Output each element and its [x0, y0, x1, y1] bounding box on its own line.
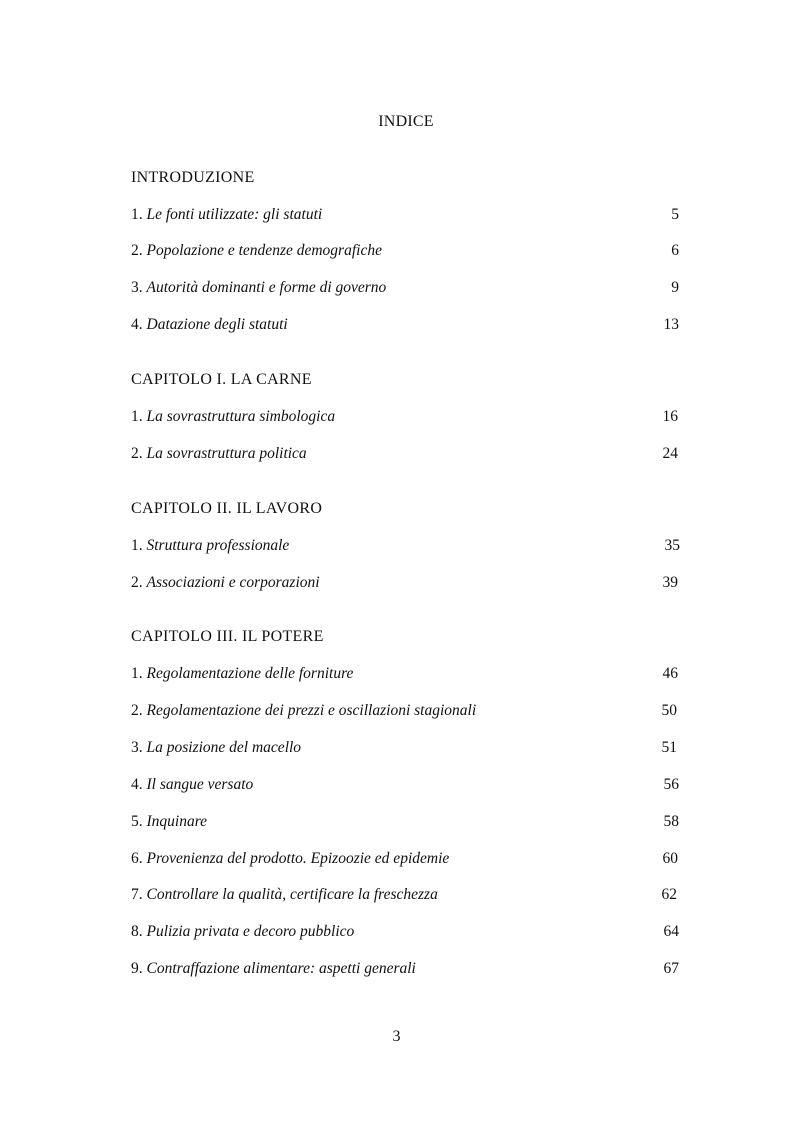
- toc-entry[interactable]: [131, 206, 679, 228]
- entry-title: La sovrastruttura politica: [146, 445, 307, 462]
- page-title: INDICE: [378, 113, 434, 130]
- entry-title: Contraffazione alimentare: aspetti generali: [146, 960, 416, 977]
- entry-number: 8.: [131, 923, 147, 940]
- entry-title: Pulizia privata e decoro pubblico: [146, 923, 355, 940]
- entry-title: Controllare la qualità, certificare la freschezza: [146, 886, 438, 903]
- entry-number: 1.: [131, 665, 147, 682]
- entry-number: 1.: [131, 408, 147, 425]
- toc-entry[interactable]: [131, 739, 679, 761]
- entry-title: La sovrastruttura simbologica: [146, 408, 336, 425]
- entry-page: 58: [663, 813, 679, 830]
- toc-entry[interactable]: [131, 960, 679, 982]
- toc-entry[interactable]: [131, 279, 679, 301]
- entry-title: Inquinare: [146, 813, 208, 830]
- entry-page: 60: [662, 850, 678, 867]
- page-number: 3: [392, 1028, 401, 1045]
- entry-page: 13: [663, 316, 679, 333]
- section-heading-capitolo-ii: CAPITOLO II. IL LAVORO: [131, 500, 323, 517]
- entry-page: 46: [662, 665, 678, 682]
- toc-entry[interactable]: [131, 813, 679, 835]
- entry-page: 9: [671, 279, 679, 296]
- entry-number: 2.: [131, 242, 147, 259]
- entry-number: 4.: [131, 776, 147, 793]
- entry-page: 39: [662, 574, 678, 591]
- entry-page: 50: [661, 702, 677, 719]
- toc-entry[interactable]: [131, 850, 679, 872]
- entry-number: 7.: [131, 886, 147, 903]
- entry-title: Le fonti utilizzate: gli statuti: [146, 206, 323, 223]
- entry-number: 2.: [131, 702, 147, 719]
- entry-title: La posizione del macello: [146, 739, 302, 756]
- toc-entry[interactable]: [131, 574, 679, 596]
- section-heading-capitolo-i: CAPITOLO I. LA CARNE: [131, 371, 312, 388]
- toc-entry[interactable]: [131, 776, 679, 798]
- entry-page: 56: [663, 776, 679, 793]
- entry-page: 62: [661, 886, 677, 903]
- toc-entry[interactable]: [131, 408, 679, 430]
- toc-entry[interactable]: [131, 445, 679, 467]
- entry-number: 9.: [131, 960, 147, 977]
- entry-number: 3.: [131, 279, 147, 296]
- entry-title: Associazioni e corporazioni: [146, 574, 320, 591]
- toc-entry[interactable]: [131, 242, 679, 264]
- entry-title: Provenienza del prodotto. Epizoozie ed epidemie: [146, 850, 450, 867]
- entry-title: Autorità dominanti e forme di governo: [146, 279, 387, 296]
- toc-entry[interactable]: [131, 316, 679, 338]
- entry-page: 6: [671, 242, 679, 259]
- toc-entry[interactable]: [131, 537, 679, 559]
- entry-title: Il sangue versato: [146, 776, 254, 793]
- entry-page: 35: [664, 537, 680, 554]
- entry-page: 67: [663, 960, 679, 977]
- entry-number: 2.: [131, 445, 147, 462]
- entry-title: Regolamentazione delle forniture: [146, 665, 354, 682]
- entry-page: 24: [662, 445, 678, 462]
- entry-page: 5: [671, 206, 679, 223]
- section-heading-capitolo-iii: CAPITOLO III. IL POTERE: [131, 628, 324, 645]
- toc-entry[interactable]: [131, 665, 679, 687]
- entry-title: Regolamentazione dei prezzi e oscillazioni stagionali: [146, 702, 477, 719]
- entry-page: 64: [663, 923, 679, 940]
- toc-entry[interactable]: [131, 702, 679, 724]
- entry-number: 5.: [131, 813, 147, 830]
- entry-page: 51: [661, 739, 677, 756]
- entry-page: 16: [662, 408, 678, 425]
- entry-title: Popolazione e tendenze demografiche: [146, 242, 382, 259]
- toc-entry[interactable]: [131, 923, 679, 945]
- entry-number: 6.: [131, 850, 147, 867]
- entry-number: 3.: [131, 739, 147, 756]
- toc-entry[interactable]: [131, 886, 679, 908]
- entry-number: 1.: [131, 206, 147, 223]
- entry-title: Struttura professionale: [146, 537, 290, 554]
- entry-number: 2.: [131, 574, 147, 591]
- entry-number: 1.: [131, 537, 147, 554]
- entry-number: 4.: [131, 316, 147, 333]
- section-heading-introduzione: INTRODUZIONE: [131, 169, 255, 186]
- entry-title: Datazione degli statuti: [146, 316, 288, 333]
